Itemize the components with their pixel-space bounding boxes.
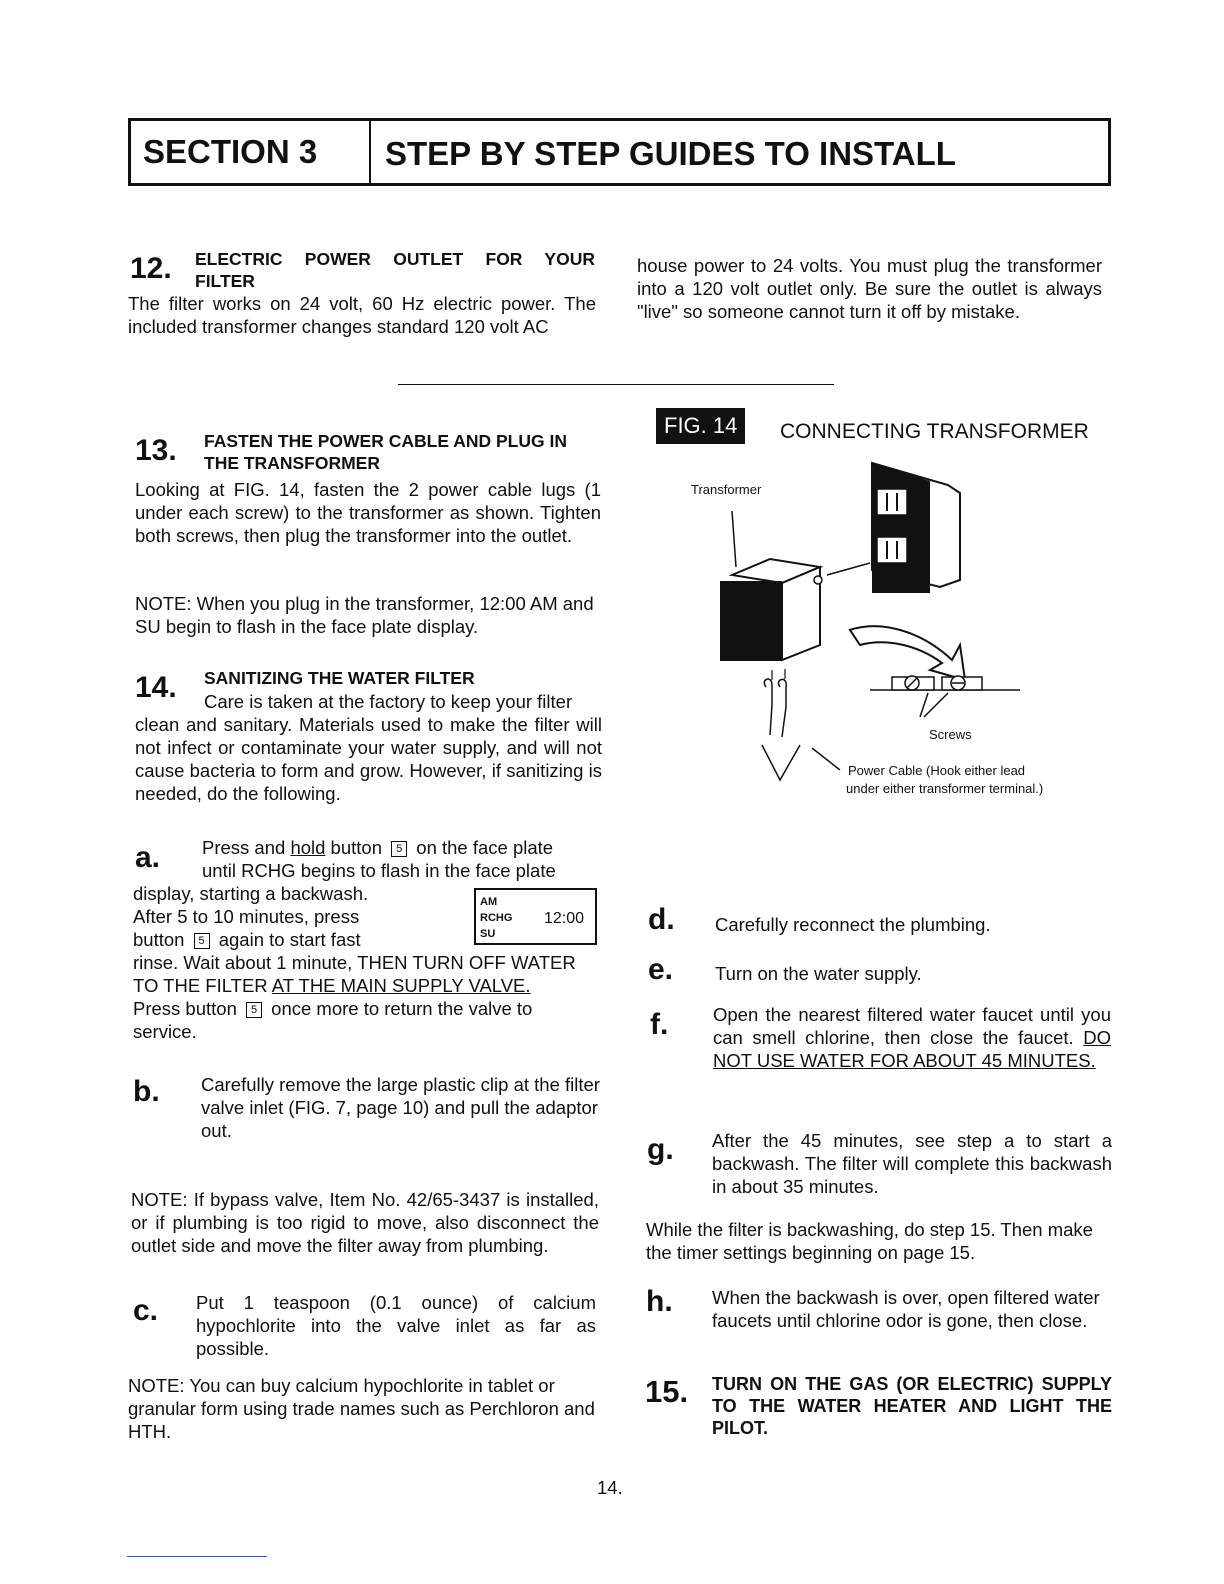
figure-label-cable-2: under either transformer terminal.) bbox=[846, 781, 1044, 796]
step-12-heading bbox=[195, 248, 595, 292]
step-a-line6: rinse. Wait about 1 minute, THEN TURN OFF WATER bbox=[133, 952, 576, 973]
transformer-illustration bbox=[720, 559, 822, 661]
step-a-line8-pre: Press button bbox=[133, 998, 243, 1019]
lcd-am: AM bbox=[480, 896, 498, 908]
step-13-heading-line2: THE TRANSFORMER bbox=[204, 453, 380, 473]
figure-label-screws: Screws bbox=[929, 727, 972, 742]
step-14-text: clean and sanitary. Materials used to make the filter will not infect or contaminate your water supply, and will not cause bacteria to form and grow. However, if sanitizing is needed, do the following. bbox=[135, 714, 602, 804]
step-e-letter: e. bbox=[648, 953, 674, 986]
button-5-icon: 5 bbox=[246, 1002, 262, 1018]
step-a-line1-pre: Press and bbox=[202, 837, 291, 858]
step-g-letter: g. bbox=[647, 1133, 674, 1166]
note-c: NOTE: You can buy calcium hypochlorite in tablet or granular form using trade names such as Perchloron and HTH. bbox=[128, 1375, 595, 1442]
wall-outlet-illustration bbox=[872, 463, 960, 593]
section-label: SECTION 3 bbox=[131, 121, 371, 183]
lcd-su: SU bbox=[480, 928, 496, 940]
step-h-text: When the backwash is over, open filtered water faucets until chlorine odor is gone, then close. bbox=[712, 1287, 1100, 1331]
step-15-number: 15. bbox=[645, 1374, 689, 1409]
step-a-line3: display, starting a backwash. bbox=[133, 883, 369, 904]
step-b-text: Carefully remove the large plastic clip at the filter valve inlet (FIG. 7, page 10) and pull the adaptor out. bbox=[201, 1074, 600, 1141]
step-a-hold: hold bbox=[290, 837, 326, 858]
step-d-letter: d. bbox=[648, 903, 675, 936]
step-a-line9: service. bbox=[133, 1021, 197, 1042]
step-14-number: 14. bbox=[135, 671, 177, 704]
power-cable-illustration bbox=[762, 669, 840, 780]
figure-label-cable-1: Power Cable (Hook either lead bbox=[848, 763, 1026, 778]
step-12-text-right: house power to 24 volts. You must plug the transformer into a 120 volt outlet only. Be sure the outlet is always "live" so someone cannot turn it off by mistake. bbox=[637, 255, 1102, 322]
step-a-line7-pre: TO THE FILTER bbox=[133, 975, 272, 996]
step-12-text-left: The filter works on 24 volt, 60 Hz electric power. The included transformer changes standard 120 volt AC bbox=[128, 293, 596, 337]
step-a-line7 bbox=[133, 974, 531, 997]
step-a-line5-post: again to start fast bbox=[213, 929, 361, 950]
note-b: NOTE: If bypass valve, Item No. 42/65-3437 is installed, or if plumbing is too rigid to move, also disconnect the outlet side and move the filter away from plumbing. bbox=[131, 1189, 599, 1256]
step-b-letter: b. bbox=[133, 1075, 160, 1108]
lcd-time: 12:00 bbox=[544, 910, 585, 927]
step-a-line8 bbox=[133, 997, 532, 1020]
figure-tag: FIG. 14 bbox=[656, 408, 745, 444]
step-a-line2: until RCHG begins to flash in the face plate bbox=[202, 860, 556, 881]
step-f-warning: DO NOT USE WATER FOR ABOUT 45 MINUTES. bbox=[713, 1027, 1112, 1071]
step-12-heading-line1: ELECTRIC POWER OUTLET FOR YOUR bbox=[195, 249, 595, 269]
step-d-text: Carefully reconnect the plumbing. bbox=[715, 914, 991, 935]
step-15-heading: TURN ON THE GAS (OR ELECTRIC) SUPPLY TO THE WATER HEATER AND LIGHT THE PILOT. bbox=[712, 1374, 1112, 1438]
section-title: STEP BY STEP GUIDES TO INSTALL bbox=[385, 135, 956, 172]
step-a-line1 bbox=[202, 836, 602, 859]
button-5-icon: 5 bbox=[194, 933, 210, 949]
step-a-line5 bbox=[133, 928, 361, 951]
step-f-text bbox=[713, 1003, 1111, 1072]
transformer-diagram bbox=[690, 455, 1030, 795]
step-13-heading bbox=[204, 430, 604, 474]
step-14-heading: SANITIZING THE WATER FILTER bbox=[204, 668, 475, 688]
step-a-main-supply: AT THE MAIN SUPPLY VALVE. bbox=[271, 975, 531, 996]
face-plate-display bbox=[474, 888, 597, 945]
step-12-heading-line2: FILTER bbox=[195, 271, 255, 291]
step-14-text-first: Care is taken at the factory to keep your filter bbox=[204, 691, 573, 712]
step-13-text: Looking at FIG. 14, fasten the 2 power cable lugs (1 under each screw) to the transformer as shown. Tighten both screws, then plug the transformer into the outlet. bbox=[135, 479, 601, 546]
step-g-text: After the 45 minutes, see step a to start a backwash. The filter will complete this backwash in about 35 minutes. bbox=[712, 1130, 1112, 1197]
step-a-line4: After 5 to 10 minutes, press bbox=[133, 906, 360, 927]
footer-rule bbox=[127, 1556, 267, 1557]
step-f-instruction: Open the nearest filtered water faucet until you can smell chlorine, then close the faucet. bbox=[713, 1004, 1111, 1048]
step-13-heading-line1: FASTEN THE POWER CABLE AND PLUG IN bbox=[204, 431, 567, 451]
step-a-line5-pre: button bbox=[133, 929, 190, 950]
while-text: While the filter is backwashing, do step 15. Then make the timer settings beginning on page 15. bbox=[646, 1219, 1093, 1263]
figure-caption: CONNECTING TRANSFORMER bbox=[780, 420, 1089, 443]
step-a-line8-post: once more to return the valve to bbox=[266, 998, 533, 1019]
step-c-text: Put 1 teaspoon (0.1 ounce) of calcium hypochlorite into the valve inlet as far as possible. bbox=[196, 1292, 596, 1359]
section-header bbox=[128, 118, 1111, 186]
screws-illustration bbox=[870, 676, 1020, 717]
page-number: 14. bbox=[597, 1477, 623, 1498]
step-12-number: 12. bbox=[130, 252, 172, 285]
step-a-line1-post: on the face plate bbox=[411, 837, 554, 858]
step-f-letter: f. bbox=[650, 1008, 669, 1041]
step-a-line1-mid: button bbox=[325, 837, 388, 858]
step-e-text: Turn on the water supply. bbox=[715, 963, 922, 984]
step-h-letter: h. bbox=[646, 1285, 673, 1318]
button-5-icon: 5 bbox=[391, 841, 407, 857]
step-a-letter: a. bbox=[135, 841, 161, 874]
divider bbox=[398, 384, 834, 385]
step-13-note: NOTE: When you plug in the transformer, 12:00 AM and SU begin to flash in the face plate display. bbox=[135, 593, 594, 637]
figure-label-transformer: Transformer bbox=[691, 482, 762, 497]
step-13-number: 13. bbox=[135, 434, 177, 467]
step-c-letter: c. bbox=[133, 1294, 159, 1327]
lcd-rchg: RCHG bbox=[480, 912, 513, 924]
